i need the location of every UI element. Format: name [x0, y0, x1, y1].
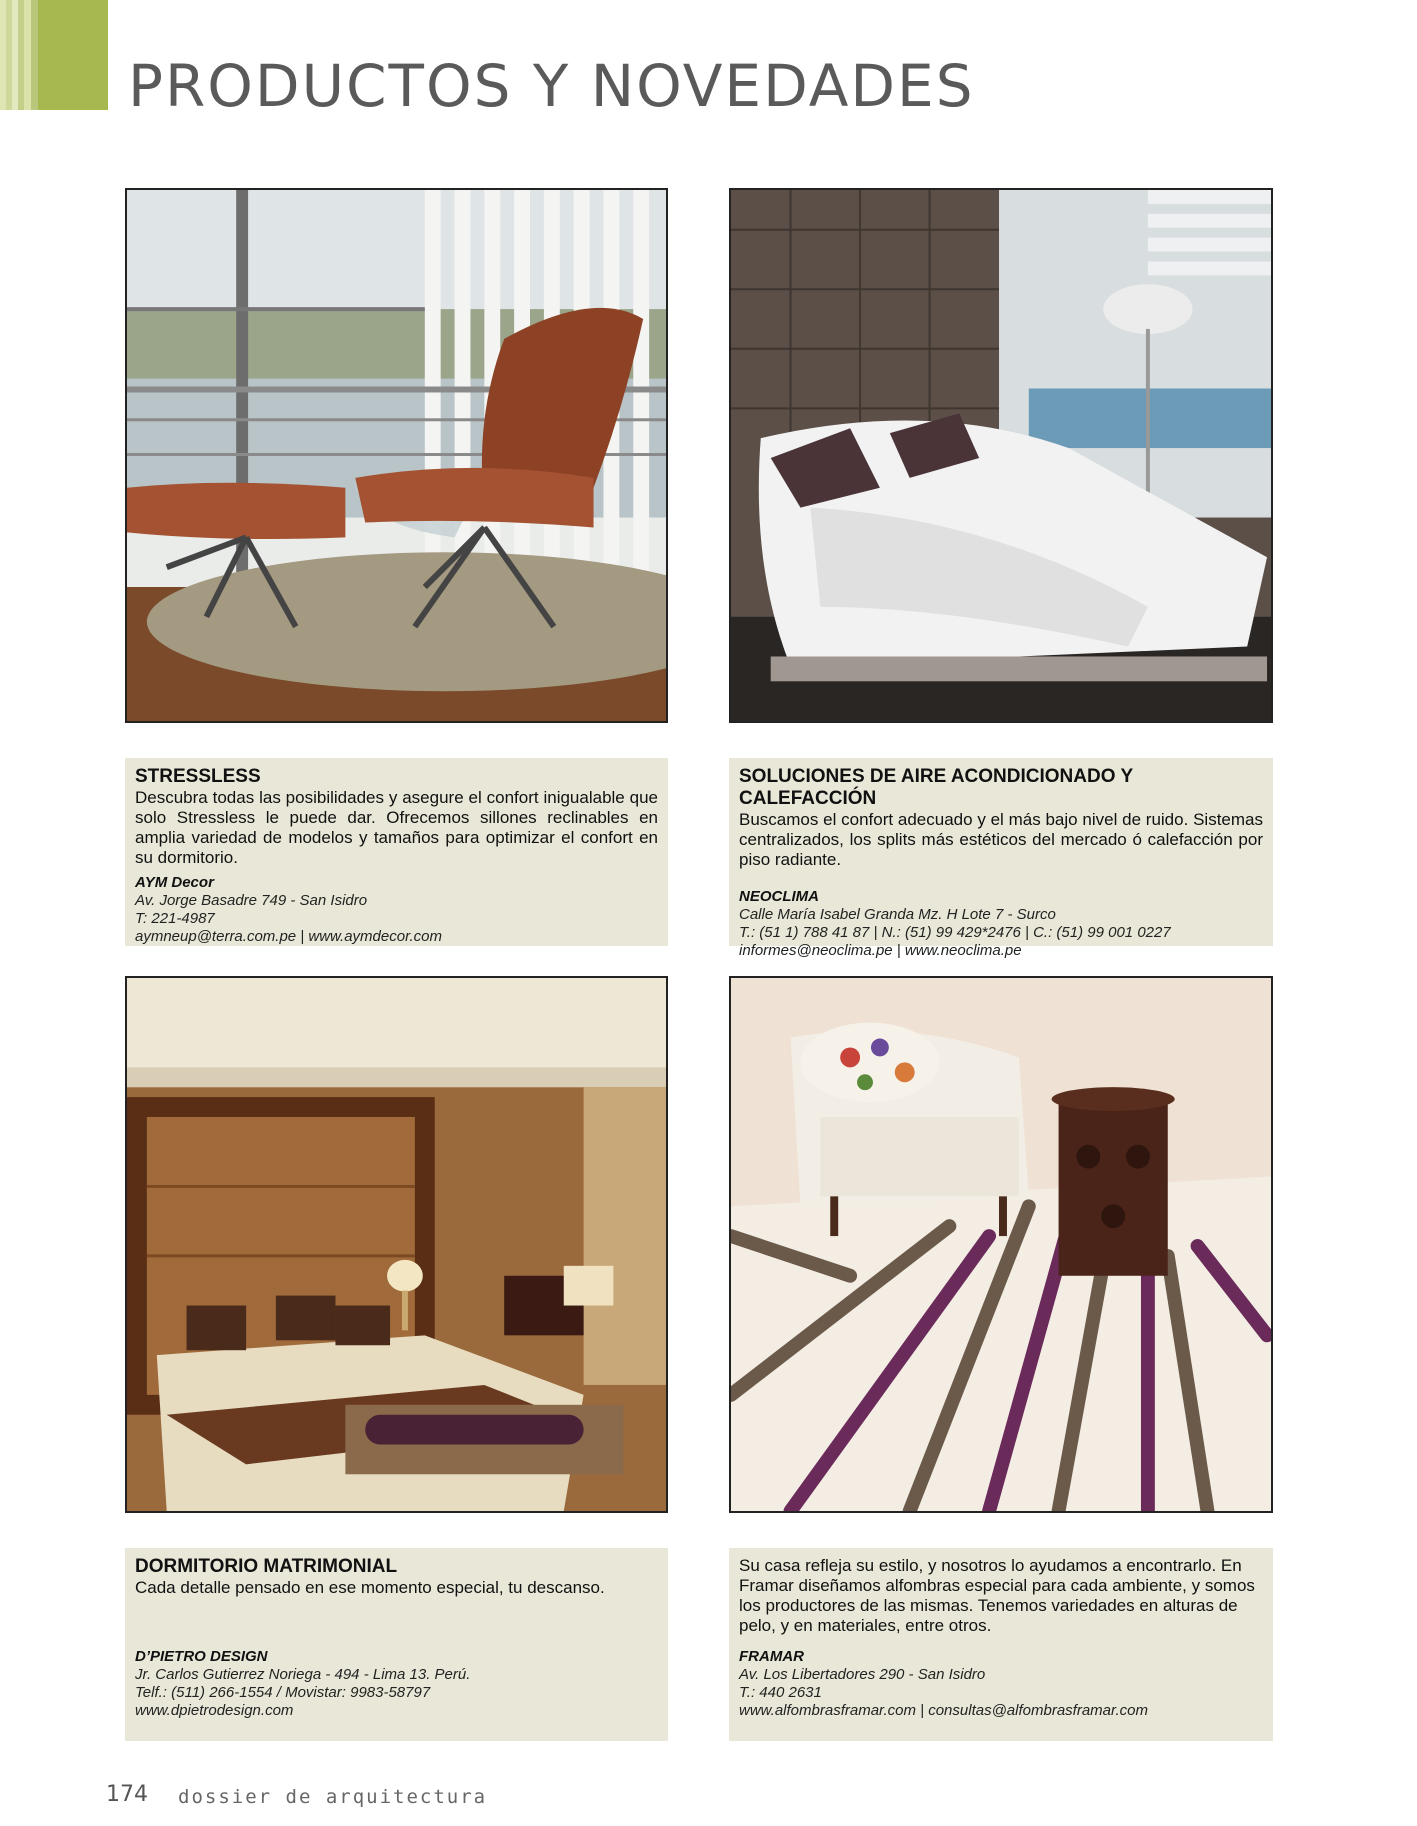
recliner-chair-photo: [125, 188, 668, 723]
company-name: D’PIETRO DESIGN: [135, 1648, 268, 1665]
product-description: Descubra todas las posibilidades y asegure el confort inigualable que solo Stressless le puede dar. Ofrecemos sillones reclinables en amplia variedad de modelos y tamaños para optimizar el confort en su dormitorio.: [135, 788, 658, 867]
company-address: Av. Los Libertadores 290 - San Isidro: [739, 1666, 986, 1683]
company-name: AYM Decor: [135, 874, 214, 891]
page-title: PRODUCTOS Y NOVEDADES: [128, 52, 975, 120]
company-address: Calle María Isabel Granda Mz. H Lote 7 - Surco: [739, 906, 1056, 923]
product-title: SOLUCIONES DE AIRE ACONDICIONADO Y CALEFACCIÓN: [739, 766, 1133, 809]
modern-bed-photo: [729, 188, 1273, 723]
company-contact: aymneup@terra.com.pe | www.aymdecor.com: [135, 928, 443, 945]
company-phone: T.: (51 1) 788 41 87 | N.: (51) 99 429*2476 | C.: (51) 99 001 0227: [739, 924, 1171, 941]
product-card-neoclima: [729, 758, 1273, 959]
company-name: FRAMAR: [739, 1648, 804, 1665]
master-bedroom-photo: [125, 976, 668, 1513]
company-phone: T.: 440 2631: [739, 1684, 822, 1701]
rug-armchair-photo: [729, 976, 1273, 1513]
company-name: NEOCLIMA: [739, 888, 819, 905]
product-title: STRESSLESS: [135, 766, 261, 787]
product-title: DORMITORIO MATRIMONIAL: [135, 1556, 398, 1577]
company-contact: www.alfombrasframar.com | consultas@alfombrasframar.com: [739, 1702, 1148, 1719]
corner-accent-bars: [0, 0, 108, 110]
product-description: Cada detalle pensado en ese momento especial, tu descanso.: [135, 1578, 605, 1597]
company-address: Jr. Carlos Gutierrez Noriega - 494 - Lima 13. Perú.: [135, 1666, 471, 1683]
product-card-stressless: [125, 758, 668, 946]
product-card-framar: [729, 1548, 1273, 1741]
page-number: 174: [106, 1782, 148, 1807]
magazine-name: dossier de arquitectura: [178, 1786, 488, 1808]
company-address: Av. Jorge Basadre 749 - San Isidro: [135, 892, 368, 909]
company-phone: T: 221-4987: [135, 910, 215, 927]
product-card-dpietro: [125, 1548, 668, 1741]
product-description: Su casa refleja su estilo, y nosotros lo ayudamos a encontrarlo. En Framar diseñamos alfombras especial para cada ambiente, y somos los productores de las mismas. Tenemos variedades en alturas de pelo, y en materiales, entre otros.: [739, 1556, 1255, 1635]
company-contact: www.dpietrodesign.com: [135, 1702, 294, 1719]
company-phone: Telf.: (511) 266-1554 / Movistar: 9983-58797: [135, 1684, 431, 1701]
company-contact: informes@neoclima.pe | www.neoclima.pe: [739, 942, 1022, 959]
product-description: Buscamos el confort adecuado y el más bajo nivel de ruido. Sistemas centralizados, los splits más estéticos del mercado ó calefacción por piso radiante.: [739, 810, 1263, 869]
